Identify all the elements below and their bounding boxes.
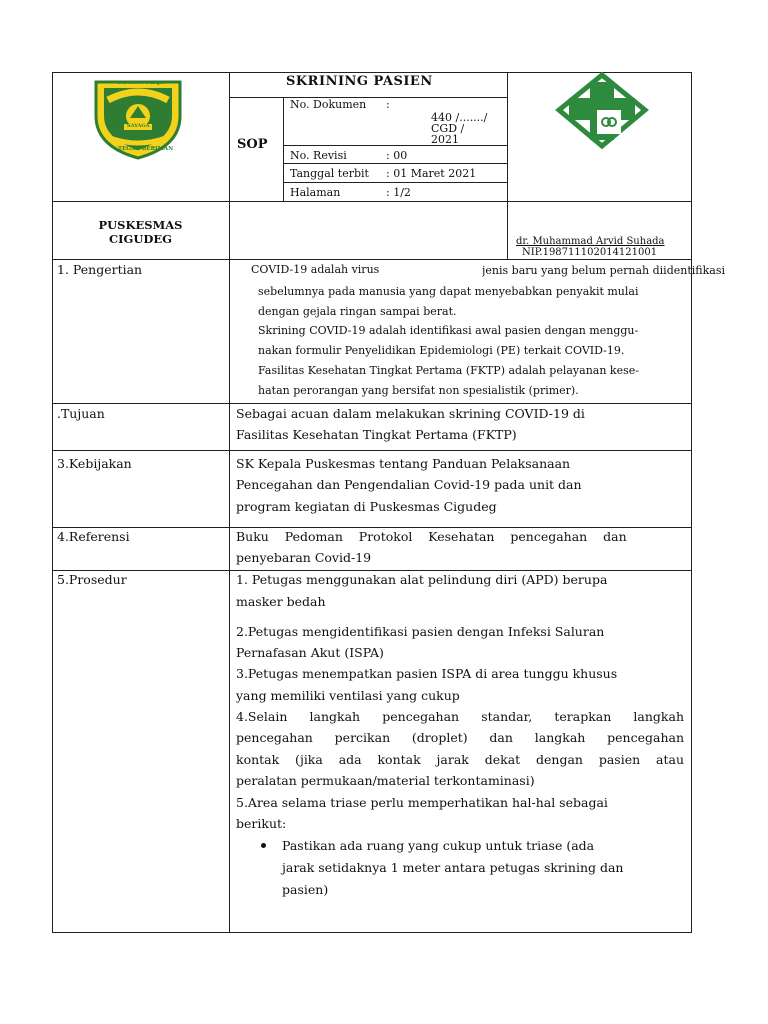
referensi-label: 4.Referensi	[57, 529, 130, 544]
table-bottom-border	[52, 932, 692, 933]
prosedur-step4-line4: peralatan permukaan/material terkontaminasi)	[236, 773, 535, 788]
prosedur-bullet1-line2: jarak setidaknya 1 meter antara petugas skrining dan	[282, 860, 624, 875]
doc-number-separator: :	[386, 98, 390, 111]
tujuan-line-2: Fasilitas Kesehatan Tingkat Pertama (FKTP)	[236, 427, 517, 442]
org-row-rule	[52, 259, 692, 260]
prosedur-step4-line1: 4.Selain langkah pencegahan standar, terapkan langkah	[236, 709, 684, 724]
kebijakan-label: 3.Kebijakan	[57, 456, 132, 471]
tujuan-line-1: Sebagai acuan dalam melakukan skrining COVID-19 di	[236, 406, 585, 421]
date-row-rule	[283, 182, 507, 183]
prosedur-step5-line2: berikut:	[236, 816, 287, 831]
pengertian-line-4: Skrining COVID-19 adalah identifikasi awal pasien dengan menggu-	[258, 324, 639, 337]
prosedur-step1-line1: 1. Petugas menggunakan alat pelindung diri (APD) berupa	[236, 572, 608, 587]
prosedur-step4-line2: pencegahan percikan (droplet) dan langkah pencegahan	[236, 730, 684, 745]
prosedur-step2-line2: Pernafasan Akut (ISPA)	[236, 645, 384, 660]
referensi-line-2: penyebaran Covid-19	[236, 550, 372, 565]
signer-name: dr. Muhammad Arvid Suhada	[516, 236, 665, 247]
org-name-line1: PUSKESMAS	[98, 218, 183, 232]
doc-number-label: No. Dokumen	[290, 98, 367, 111]
puskesmas-logo	[555, 72, 649, 150]
signer-nip: NIP.198711102014121001	[522, 247, 658, 258]
prosedur-step3-line2: yang memiliki ventilasi yang cukup	[236, 688, 460, 703]
doc-number-value-3: 2021	[431, 133, 459, 146]
prosedur-step5-line1: 5.Area selama triase perlu memperhatikan hal-hal sebagai	[236, 795, 608, 810]
issue-date-label: Tanggal terbit	[290, 167, 369, 180]
prosedur-step4-line3: kontak (jika ada kontak jarak dekat dengan pasien atau	[236, 752, 684, 767]
bullet-icon	[261, 843, 266, 848]
crest-mid-text: SAYAGA	[127, 123, 150, 129]
tujuan-label: .Tujuan	[57, 406, 105, 421]
page-value: : 1/2	[386, 186, 411, 199]
org-name-line2: CIGUDEG	[109, 232, 172, 246]
prosedur-label: 5.Prosedur	[57, 572, 127, 587]
pengertian-label: 1. Pengertian	[57, 262, 143, 277]
prosedur-bullet1-line1: Pastikan ada ruang yang cukup untuk triase (ada	[282, 838, 595, 853]
logo-row-rule	[52, 201, 692, 202]
page-label: Halaman	[290, 186, 341, 199]
pengertian-line-1b: jenis baru yang belum pernah diidentifikasi	[482, 264, 725, 277]
crest-top-text: PAMONG PRAJA	[118, 80, 164, 86]
pengertian-line-7: hatan perorangan yang bersifat non spesialistik (primer).	[258, 384, 579, 397]
doc-number-value-1: 440 /......./	[431, 111, 488, 124]
prosedur-step2-line1: 2.Petugas mengidentifikasi pasien dengan Infeksi Saluran	[236, 624, 605, 639]
kebijakan-line-2: Pencegahan dan Pengendalian Covid-19 pada unit dan	[236, 477, 582, 492]
sop-column-divider	[283, 97, 284, 202]
sop-label: SOP	[237, 137, 268, 152]
pengertian-line-2: sebelumnya pada manusia yang dapat menyebabkan penyakit mulai	[258, 285, 639, 298]
label-column-divider	[229, 72, 230, 933]
prosedur-step1-line2: masker bedah	[236, 594, 326, 609]
logo-column-divider	[507, 72, 508, 260]
pengertian-line-3: dengan gejala ringan sampai berat.	[258, 305, 457, 318]
rev-row-rule	[283, 163, 507, 164]
kebijakan-line-3: program kegiatan di Puskesmas Cigudeg	[236, 499, 497, 514]
referensi-line-1: Buku Pedoman Protokol Kesehatan pencegahan dan	[236, 529, 627, 544]
doc-row-rule	[283, 145, 507, 146]
prosedur-bullet1-line3: pasien)	[282, 882, 329, 897]
revision-label: No. Revisi	[290, 149, 347, 162]
pengertian-line-5: nakan formulir Penyelidikan Epidemiologi (PE) terkait COVID-19.	[258, 344, 625, 357]
revision-value: : 00	[386, 149, 408, 162]
issue-date-value: : 01 Maret 2021	[386, 167, 477, 180]
tujuan-row-rule	[52, 450, 692, 451]
kebijakan-line-1: SK Kepala Puskesmas tentang Panduan Pelaksanaan	[236, 456, 571, 471]
crest-bottom-text: TEGAR BERIMAN	[118, 146, 174, 152]
doc-number-value-2: CGD /	[431, 122, 465, 135]
pengertian-line-6: Fasilitas Kesehatan Tingkat Pertama (FKTP) adalah pelayanan kese-	[258, 364, 639, 377]
document-title: SKRINING PASIEN	[286, 74, 433, 89]
prosedur-step3-line1: 3.Petugas menempatkan pasien ISPA di area tunggu khusus	[236, 666, 618, 681]
pengertian-line-1a: COVID-19 adalah virus	[251, 263, 380, 276]
title-row-rule	[229, 97, 507, 98]
